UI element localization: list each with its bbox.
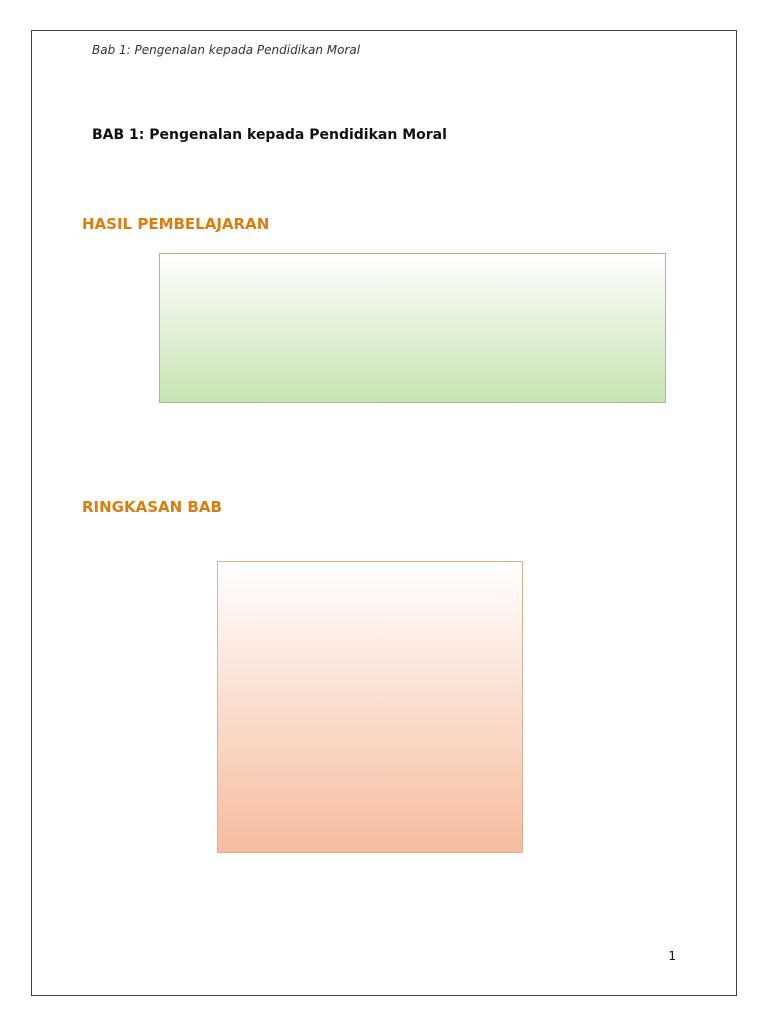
chapter-title: BAB 1: Pengenalan kepada Pendidikan Moral bbox=[92, 127, 447, 143]
running-header: Bab 1: Pengenalan kepada Pendidikan Moral bbox=[92, 43, 361, 57]
page-number: 1 bbox=[668, 949, 676, 963]
chapter-summary-heading: RINGKASAN BAB bbox=[82, 498, 222, 516]
learning-outcomes-heading: HASIL PEMBELAJARAN bbox=[82, 215, 270, 233]
page bbox=[31, 30, 737, 996]
learning-outcomes-box bbox=[159, 253, 666, 403]
chapter-summary-box bbox=[217, 561, 523, 853]
